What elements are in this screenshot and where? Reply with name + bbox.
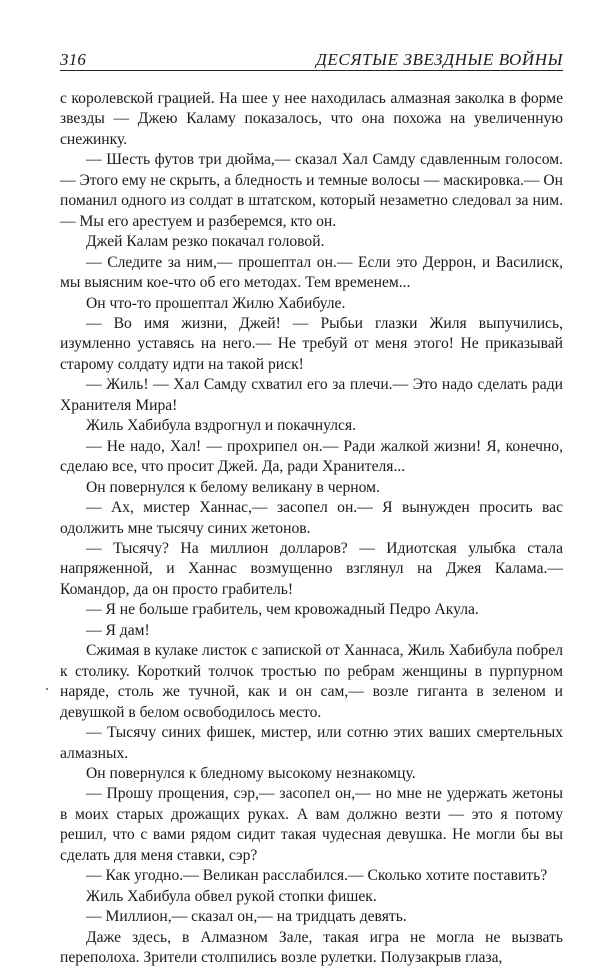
paragraph: — Жиль! — Хал Самду схватил его за плечи.— Это надо сделать ради Хранителя Мира! [60,376,563,414]
paragraph: — Не надо, Хал! — прохрипел он.— Ради жалкой жизни! Я, конечно, сделаю все, что просит Джей. Да, ради Хранителя... [60,437,563,476]
paragraph: — Следите за ним,— прошептал он.— Если это Деррон, и Василиск, мы выясним кое-что об его методах. Тем временем... [60,253,563,292]
book-page [60,50,563,968]
paragraph: Он что-то прошептал Жилю Хабибуле. [86,294,346,312]
paragraph: — Миллион,— сказал он,— на тридцать девять. [86,908,407,926]
paragraph: Жиль Хабибула вздрогнул и покачнулся. [86,417,357,435]
paragraph: — Я не больше грабитель, чем кровожадный Педро Акула. [86,601,479,619]
paragraph: Жиль Хабибула обвел рукой стопки фишек. [86,887,377,905]
paragraph: — Как угодно.— Великан расслабился.— Сколько хотите поставить? [86,867,548,885]
paragraph: — Ах, мистер Ханнас,— засопел он.— Я вынужден просить вас одолжить мне тысячу синих жетонов. [60,499,563,537]
paragraph: — Тысячу? На миллион долларов? — Идиотская улыбка стала напряженной, и Ханнас возмущенно взглянул на Джея Калама.— Командор, да он просто грабитель! [60,539,563,598]
paragraph: — Прошу прощения, сэр,— засопел он,— но мне не удержать жетоны в моих старых дрожащих руках. А вам должно везти — это я потому решил, что с вами рядом сидит такая чудесная девушка. Не могли бы вы сделать для меня ставки, сэр? [60,785,563,864]
paragraph: Он повернулся к бледному высокому незнакомцу. [86,764,416,782]
paragraph: с королевской грацией. На шее у нее находилась алмазная заколка в форме звезды — Джею Каламу показалось, что она похожа на увеличенную снежинку. [60,90,563,148]
page-number: 316 [60,50,87,69]
scan-speck [46,688,48,690]
running-head [60,50,563,71]
paragraph: Сжимая в кулаке листок с запиской от Ханнаса, Жиль Хабибула побрел к столику. Короткий толчок тростью по ребрам женщины в пурпурном наряде, столь же тучной, как и он сам,— возле гиганта в зеленом и девушкой в белом освободилось место. [60,642,563,721]
paragraph: Джей Калам резко покачал головой. [86,233,325,251]
paragraph: — Тысячу синих фишек, мистер, или сотню этих ваших смертельных алмазных. [60,724,563,762]
paragraph: Даже здесь, в Алмазном Зале, такая игра не могла не вызвать переполоха. Зрители столпились возле рулетки. Полузакрыв глаза, [60,928,563,967]
paragraph: — Во имя жизни, Джей! — Рыбьи глазки Жиля выпучились, изумленно уставясь на него.— Не требуй от меня этого! Не приказывай старому солдату идти на такой риск! [60,314,563,373]
body-text [60,89,563,968]
paragraph: Он повернулся к белому великану в черном. [86,478,380,496]
paragraph: — Я дам! [86,621,150,639]
running-title: ДЕСЯТЫЕ ЗВЕЗДНЫЕ ВОЙНЫ [316,50,563,69]
paragraph: — Шесть футов три дюйма,— сказал Хал Самду сдавленным голосом.— Этого ему не скрыть, а бледность и темные волосы — маскировка.— Он поманил одного из солдат в штатском, который незаметно следовал за ним.— Мы его арестуем и разберемся, кто он. [60,151,563,230]
